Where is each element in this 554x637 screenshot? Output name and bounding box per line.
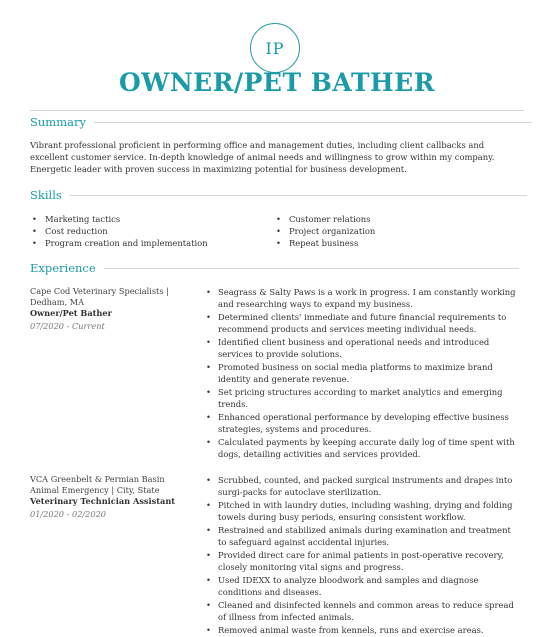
list-item: • Pitched in with laundry duties, including washing, drying and folding towels during busy periods, ensuring consistent workflow.: [206, 499, 520, 523]
section-rule: [70, 195, 527, 196]
section-title: Experience: [30, 261, 96, 275]
section-rule: [94, 122, 532, 123]
list-item: • Determined clients' immediate and future financial requirements to recommend products and services meeting individual needs.: [206, 311, 520, 335]
section-title: Skills: [30, 188, 62, 202]
list-item: • Restrained and stabilized animals during examination and treatment to safeguard against accidental injuries.: [206, 524, 520, 548]
list-item: • Project organization: [276, 225, 506, 237]
job-meta: [30, 286, 190, 332]
list-item: • Identified client business and operational needs and introduced services to provide solutions.: [206, 336, 520, 360]
section-rule: [104, 268, 519, 269]
list-item: • Cost reduction: [32, 225, 262, 237]
section-skills-heading: [30, 187, 527, 203]
job-title: Owner/Pet Bather: [30, 308, 112, 318]
list-item: • Enhanced operational performance by developing effective business strategies, systems and procedures.: [206, 411, 520, 435]
job-company: Cape Cod Veterinary Specialists | Dedham, MA: [30, 286, 169, 307]
list-item: • Repeat business: [276, 237, 506, 249]
job-bullets: [206, 286, 520, 461]
list-item: • Customer relations: [276, 213, 506, 225]
job-company: VCA Greenbelt & Permian Basin Animal Emergency | City, State: [30, 474, 165, 495]
section-experience-heading: [30, 260, 519, 276]
list-item: • Provided direct care for animal patients in post-operative recovery, closely monitoring vital signs and progress.: [206, 549, 520, 573]
list-item: • Used IDEXX to analyze bloodwork and samples and diagnose conditions and diseases.: [206, 574, 520, 598]
list-item: • Marketing tactics: [32, 213, 262, 225]
section-title: Summary: [30, 115, 86, 129]
job-dates: 01/2020 - 02/2020: [30, 509, 106, 519]
job-title: Veterinary Technician Assistant: [30, 496, 176, 506]
list-item: • Removed animal waste from kennels, runs and exercise areas.: [206, 624, 520, 636]
header-divider: [30, 110, 524, 111]
job-meta: [30, 474, 190, 520]
job-dates: 07/2020 - Current: [30, 321, 105, 331]
section-summary-heading: [30, 114, 532, 130]
list-item: • Promoted business on social media platforms to maximize brand identity and generate revenue.: [206, 361, 520, 385]
list-item: • Set pricing structures according to market analytics and emerging trends.: [206, 386, 520, 410]
summary-text: Vibrant professional proficient in performing office and management duties, including client callbacks and excellent customer service. In-depth knowledge of animal needs and willingness to grow within my company. Energetic leader with proven success in maximizing potential for business development.: [30, 140, 495, 174]
list-item: • Seagrass & Salty Paws is a work in progress. I am constantly working and researching ways to expand my business.: [206, 286, 520, 310]
list-item: • Scrubbed, counted, and packed surgical instruments and drapes into surgi-packs for autoclave sterilization.: [206, 474, 520, 498]
skills-list-right: [276, 213, 506, 249]
list-item: • Cleaned and disinfected kennels and common areas to reduce spread of illness from infected animals.: [206, 599, 520, 623]
job-bullets: [206, 474, 520, 637]
list-item: • Calculated payments by keeping accurate daily log of time spent with dogs, detailing activities and services provided.: [206, 436, 520, 460]
skills-list-left: [32, 213, 262, 249]
monogram-initials: IP: [265, 38, 285, 58]
list-item: • Program creation and implementation: [32, 237, 262, 249]
page-title: OWNER/PET BATHER: [118, 68, 436, 97]
monogram-circle: [250, 23, 300, 73]
